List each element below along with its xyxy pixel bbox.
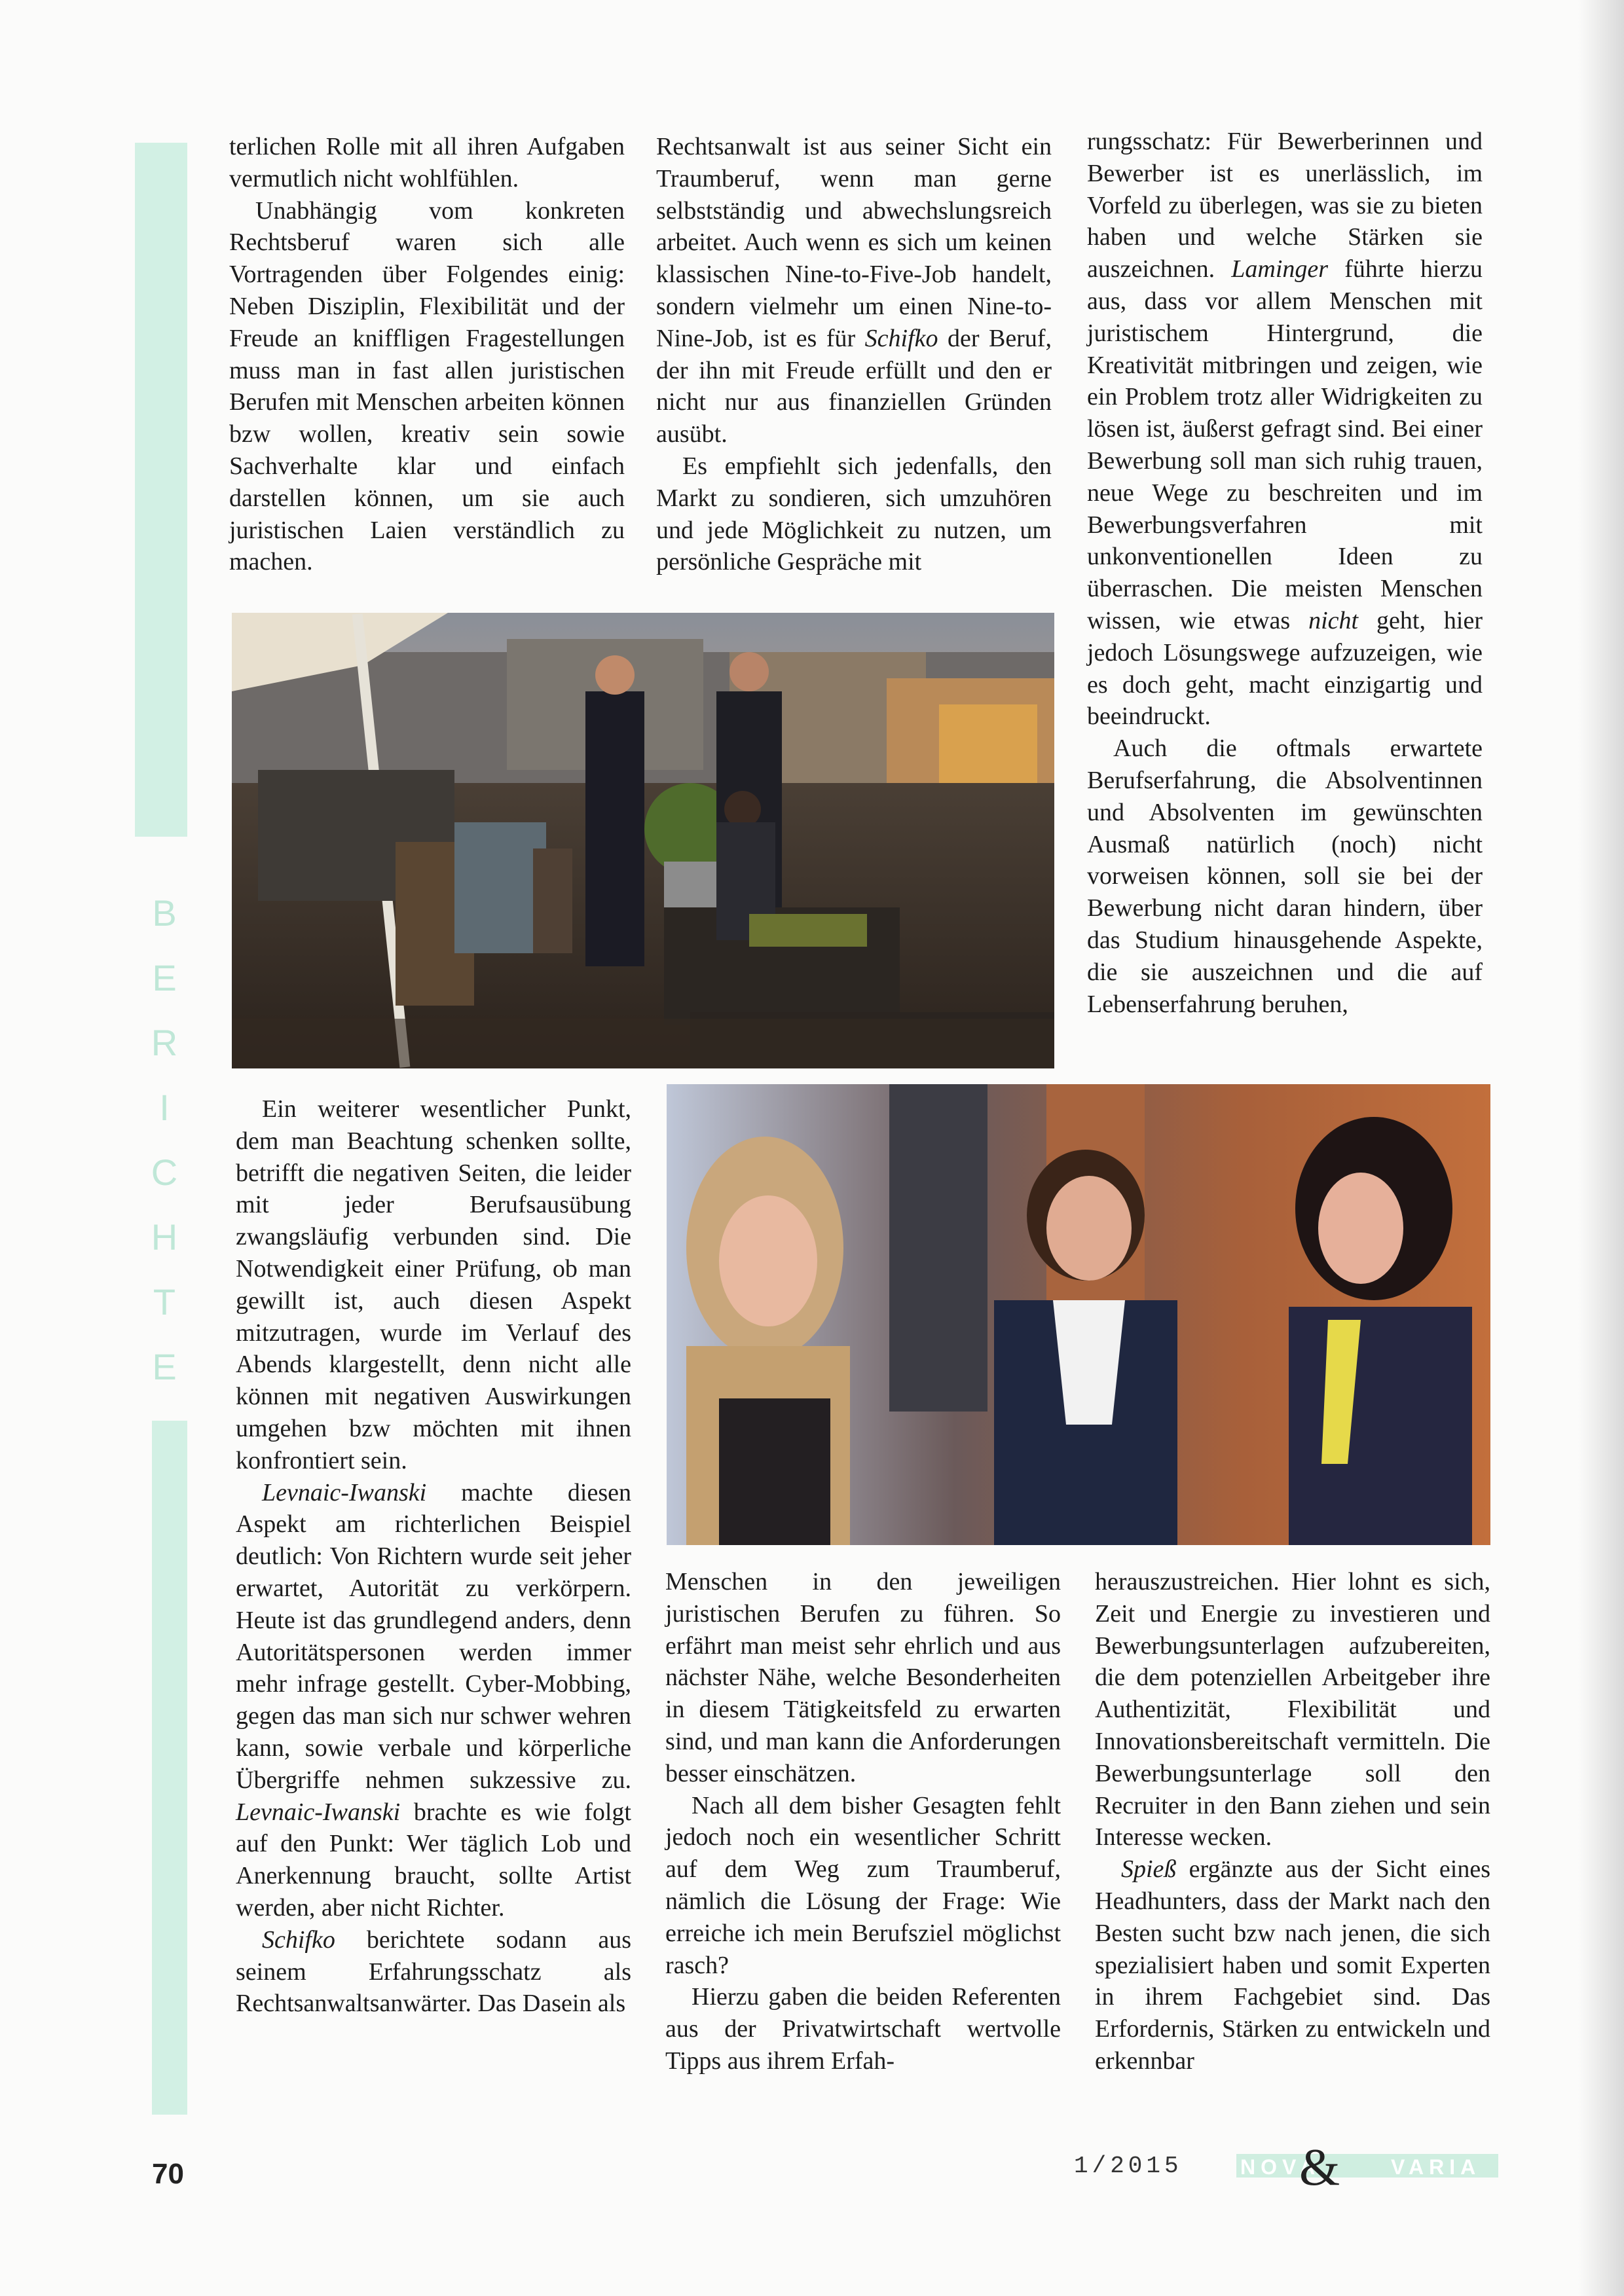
emphasized-name: Spieß <box>1121 1855 1177 1884</box>
brand-ampersand: & <box>1299 2139 1340 2196</box>
column-2-top <box>656 131 1052 578</box>
paragraph: Es empfiehlt sich jedenfalls, den Markt zu sondieren, sich umzuhören und jede Möglichkeit zu nutzen, um persönliche Gespräche mit <box>656 452 1052 576</box>
section-letter: H <box>151 1216 178 1258</box>
paragraph: Nach all dem bisher Gesagten fehlt jedoch noch ein wesentlicher Schritt auf dem Weg zum Traumberuf, nämlich die Lösung der Frage: Wie erreiche ich mein Berufsziel möglichst rasch? <box>665 1791 1061 1979</box>
column-2-bottom <box>665 1566 1061 2077</box>
paragraph: terlichen Rolle mit all ihren Aufgaben vermutlich nicht wohlfühlen. <box>229 133 625 192</box>
paragraph: Auch die oftmals erwartete Berufserfahrung, die Absolventinnen und Absolventen im gewünschten Ausmaß natürlich (noch) nicht vorweisen können, soll sie bei der Bewerbung nicht daran hindern, über das Studium hinausgehende Aspekte, die sie auszeichnen und die auf Lebenserfahrung beruhen, <box>1087 735 1483 1018</box>
page-number: 70 <box>152 2158 184 2190</box>
paragraph: rungsschatz: Für Bewerberinnen und Bewerber ist es unerlässlich, im Vorfeld zu überlegen, was sie zu bieten haben und welche Stärken sie auszeichnen. Laminger führte hierzu aus, dass vor allem Menschen mit juristischem Hintergrund, die Kreativität mitbringen und zeigen, wie ein Problem trotz aller Widrigkeiten zu lösen ist, äußerst gefragt sind. Bei einer Bewerbung soll man sich ruhig trauen, neue Wege zu beschreiten und im Bewerbungsverfahren mit unkonventionellen Ideen zu überraschen. Die meisten Menschen wissen, wie etwas nicht geht, hier jedoch Lösungswege aufzuzeigen, wie es doch geht, macht einzigartig und beeindruckt. <box>1087 128 1483 731</box>
section-letter: E <box>152 1346 177 1387</box>
section-letter: I <box>159 1087 170 1128</box>
emphasized-name: Laminger <box>1231 255 1329 283</box>
section-letter: C <box>151 1152 178 1193</box>
section-bar-top <box>135 143 187 837</box>
women-photo-image <box>667 1084 1490 1545</box>
paragraph: Menschen in den jeweiligen juristischen Berufen zu führen. So erfährt man meist sehr ehrlich und aus nächster Nähe, welche Besonderheiten in diesem Tätigkeitsfeld zu erwarten sind, und man kann die Anforderungen besser einschätzen. <box>665 1568 1061 1787</box>
column-1-top <box>229 131 625 578</box>
brand-word-left: NOVA <box>1240 2155 1321 2179</box>
emphasized-name: nicht <box>1308 606 1359 634</box>
section-bar-bottom <box>152 1421 187 2115</box>
page-edge-shadow <box>1578 0 1624 2296</box>
paragraph: Hierzu gaben die beiden Referenten aus der Privatwirtschaft wertvolle Tipps aus ihrem Erfah- <box>665 1983 1061 2075</box>
brand-word-right: VARIA <box>1391 2155 1481 2179</box>
photo-rooftop-terrace <box>232 613 1054 1068</box>
paragraph: Levnaic-Iwanski machte diesen Aspekt am richterlichen Beispiel deutlich: Von Richtern wurde seit jeher erwartet, Autorität zu verkörpern. Heute ist das grundlegend anders, denn Autoritätspersonen werden immer mehr infrage gestellt. Cyber-Mobbing, gegen das man sich nur schwer wehren kann, sowie verbale und körperliche Übergriffe nehmen sukzessive zu. Levnaic-Iwanski brachte es wie folgt auf den Punkt: Wer täglich Lob und Anerkennung braucht, sollte Artist werden, aber nicht Richter. <box>236 1478 631 1922</box>
rooftop-photo-image <box>232 613 1054 1068</box>
paragraph: Unabhängig vom konkreten Rechtsberuf waren sich alle Vortragenden über Folgendes einig: Neben Disziplin, Flexibilität und der Freude an kniffligen Fragestellungen muss man in fast allen juristischen Berufen mit Menschen arbeiten können bzw wollen, kreativ sein sowie Sachverhalte klar und einfach darstellen können, um sie auch juristischen Laien verständlich zu machen. <box>229 196 625 576</box>
emphasized-name: Levnaic-Iwanski <box>262 1478 427 1506</box>
section-letter: T <box>153 1281 176 1322</box>
paragraph: Rechtsanwalt ist aus seiner Sicht ein Traumberuf, wenn man gerne selbstständig und abwechslungsreich arbeitet. Auch wenn es sich um keinen klassischen Nine-to-Five-Job handelt, sondern vielmehr um einen Nine-to-Nine-Job, ist es für Schifko der Beruf, der ihn mit Freude erfüllt und den er nicht nur aus finanziellen Gründen ausübt. <box>656 133 1052 448</box>
column-3-bottom <box>1095 1566 1490 2077</box>
paragraph: Spieß ergänzte aus der Sicht eines Headhunters, dass der Markt nach den Besten sucht bzw nach jenen, die sich spezialisiert haben und somit Experten in ihrem Fachgebiet sind. Das Erfordernis, Stärken zu entwickeln und erkennbar <box>1095 1855 1490 2075</box>
issue-number: 1/2015 <box>1074 2153 1183 2179</box>
column-1-bottom <box>236 1093 631 2020</box>
section-label <box>135 881 194 1399</box>
section-letter: B <box>152 892 177 934</box>
section-letter: R <box>151 1022 178 1063</box>
photo-three-women <box>667 1084 1490 1545</box>
paragraph: herauszustreichen. Hier lohnt es sich, Zeit und Energie zu investieren und Bewerbungsunterlagen aufzubereiten, die dem potenziellen Arbeitgeber ihre Authentizität, Flexibilität und Innovationsbereitschaft vermitteln. Die Bewerbungsunterlage soll den Recruiter in den Bann ziehen und sein Interesse wecken. <box>1095 1568 1490 1851</box>
paragraph: Ein weiterer wesentlicher Punkt, dem man Beachtung schenken sollte, betrifft die negativen Seiten, die leider mit jeder Berufsausübung zwangsläufig verbunden sind. Die Notwendigkeit einer Prüfung, ob man gewillt ist, auch diesen Aspekt mitzutragen, wurde im Verlauf des Abends klargestellt, denn nicht alle können mit negativen Auswirkungen umgehen bzw möchten mit ihnen konfrontiert sein. <box>236 1095 631 1474</box>
section-letter: E <box>152 957 177 998</box>
emphasized-name: Schifko <box>262 1925 335 1954</box>
emphasized-name: Schifko <box>864 324 938 352</box>
paragraph: Schifko berichtete sodann aus seinem Erfahrungsschatz als Rechtsanwaltsanwärter. Das Dasein als <box>236 1925 631 2018</box>
brand-logo <box>1236 2139 1498 2196</box>
emphasized-name: Levnaic-Iwanski <box>236 1798 401 1826</box>
column-3-top <box>1087 126 1483 1020</box>
